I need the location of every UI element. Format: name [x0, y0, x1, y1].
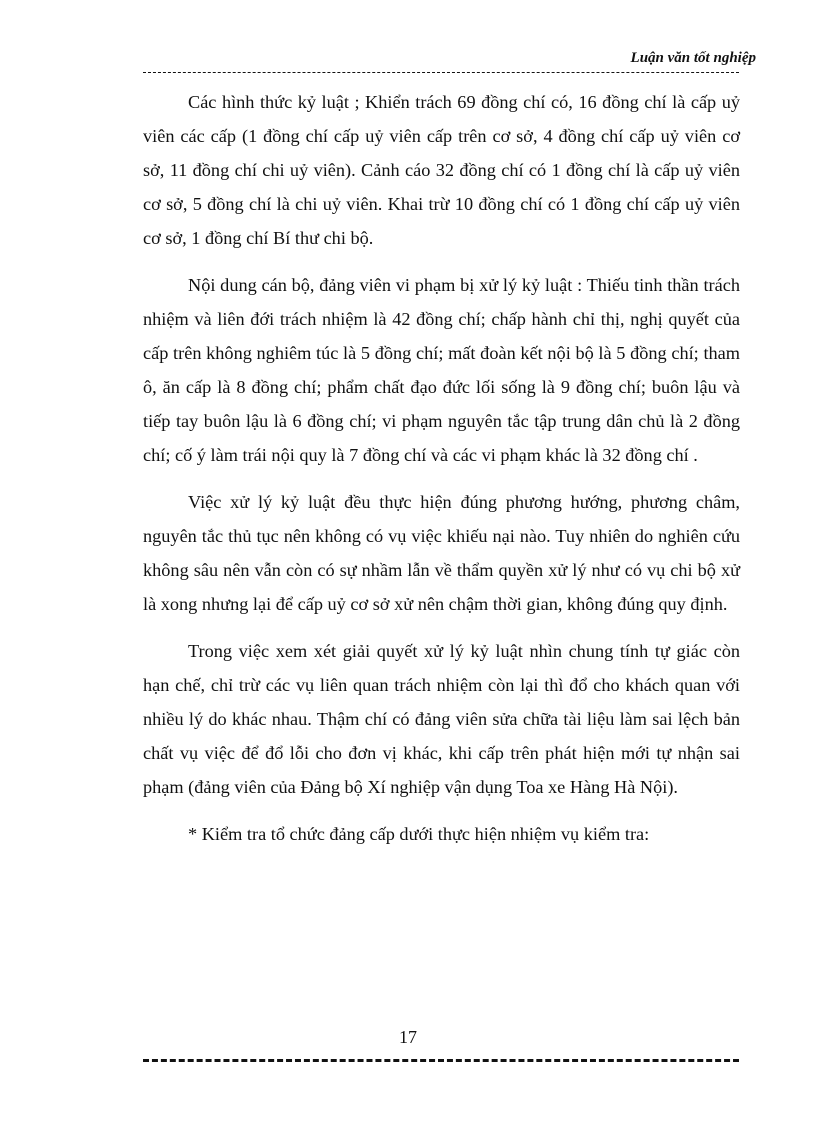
- document-body: [143, 85, 740, 864]
- paragraph-discipline-handling: Việc xử lý kỷ luật đều thực hiện đúng phương hướng, phương châm, nguyên tắc thủ tục nên không có vụ việc khiếu nại nào. Tuy nhiên do nghiên cứu không sâu nên vẫn còn có sự nhầm lẫn về thẩm quyền xử lý như có vụ chi bộ xử là xong nhưng lại để cấp uỷ cơ sở xử nên chậm thời gian, không đúng quy định.: [143, 492, 740, 614]
- page-number: 17: [399, 1027, 417, 1047]
- paragraph-discipline-forms: Các hình thức kỷ luật ; Khiển trách 69 đồng chí có, 16 đồng chí là cấp uỷ viên các cấp (1 đồng chí cấp uỷ viên cấp trên cơ sở, 4 đồng chí cấp uỷ viên cơ sở, 11 đồng chí chi uỷ viên). Cảnh cáo 32 đồng chí có 1 đồng chí là cấp uỷ viên cơ sở, 5 đồng chí là chi uỷ viên. Khai trừ 10 đồng chí có 1 đồng chí cấp uỷ viên cơ sở, 1 đồng chí Bí thư chi bộ.: [143, 92, 740, 248]
- footer-divider: [143, 1059, 739, 1062]
- document-header-title: Luận văn tốt nghiệp: [630, 50, 756, 66]
- header-divider: [143, 72, 739, 73]
- paragraph-violation-content: Nội dung cán bộ, đảng viên vi phạm bị xử lý kỷ luật : Thiếu tinh thần trách nhiệm và liên đới trách nhiệm là 42 đồng chí; chấp hành chỉ thị, nghị quyết của cấp trên không nghiêm túc là 5 đồng chí; mất đoàn kết nội bộ là 5 đồng chí; tham ô, ăn cấp là 8 đồng chí; phẩm chất đạo đức lối sống là 9 đồng chí; buôn lậu và tiếp tay buôn lậu là 6 đồng chí; vi phạm nguyên tắc tập trung dân chủ là 2 đồng chí; cố ý làm trái nội quy là 7 đồng chí và các vi phạm khác là 32 đồng chí .: [143, 275, 740, 465]
- paragraph-inspection-heading: * Kiểm tra tổ chức đảng cấp dưới thực hiện nhiệm vụ kiểm tra:: [188, 824, 650, 844]
- paragraph-self-awareness: Trong việc xem xét giải quyết xử lý kỷ luật nhìn chung tính tự giác còn hạn chế, chỉ trừ các vụ liên quan trách nhiệm còn lại thì đổ cho khách quan với nhiều lý do khác nhau. Thậm chí có đảng viên sửa chữa tài liệu làm sai lệch bản chất vụ việc để đổ lỗi cho đơn vị khác, khi cấp trên phát hiện mới tự nhận sai phạm (đảng viên của Đảng bộ Xí nghiệp vận dụng Toa xe Hàng Hà Nội).: [143, 641, 740, 797]
